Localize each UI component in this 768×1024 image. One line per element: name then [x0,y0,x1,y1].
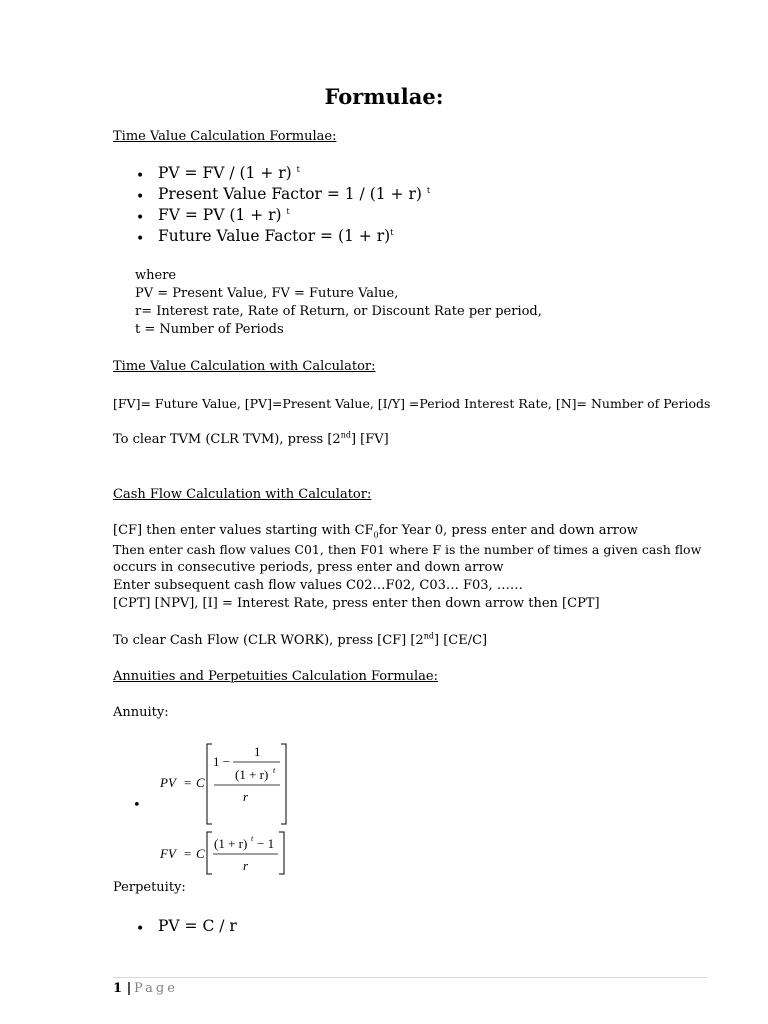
fv-formula: FV = PV (1 + r) $^t$ [158,206,290,224]
bullet-marker: • [136,189,145,205]
clear-tvm-text: To clear TVM (CLR TVM), press [2nd] [FV] [113,430,389,447]
section-heading-annuities: Annuities and Perpetuities Calculation Formulae: [113,669,438,684]
annuity-pv-equation [150,738,300,828]
where-definition: r= Interest rate, Rate of Return, or Discount Rate per period, [135,304,542,319]
cf-instruction: [CF] then enter values starting with $CF_0for$ Year 0, press enter and down arrow [113,523,638,540]
c-coefficient: C [196,775,205,790]
footer-divider [113,977,707,978]
equals-sign: = [184,846,192,861]
cf-instruction: occurs in consecutive periods, press enter and down arrow [113,560,504,575]
pv-lhs: PV [160,775,176,790]
fv-lhs: FV [160,846,176,861]
fv-numerator: (1 + r) [214,836,248,851]
tvm-keys-text: [FV]= Future Value, [PV]=Present Value, [I/Y] =Period Interest Rate, [N]= Number of Periods [113,396,711,411]
left-bracket [207,744,212,824]
fv-minus-one: − 1 [257,836,275,851]
section-heading-cf-calculator: Cash Flow Calculation with Calculator: [113,487,372,502]
annuity-fv-equation [150,828,300,878]
numerator-one: 1 [254,744,261,759]
exponent-t: t [251,834,254,843]
exponent-t: t [273,766,276,775]
right-bracket [281,744,286,824]
perpetuity-label: Perpetuity: [113,880,186,895]
where-definition: t = Number of Periods [135,322,284,337]
page-label: Page [134,981,178,996]
one-minus: 1 − [213,754,231,769]
where-label: where [135,268,177,283]
c-coefficient: C [196,846,205,861]
fv-factor-formula: Future Value Factor = $(1 + r)^t$ [158,227,394,245]
where-definition: PV = Present Value, FV = Future Value, [135,286,399,301]
inner-denominator: (1 + r) [235,767,269,782]
perpetuity-formula: PV = C / r [158,917,237,935]
cf-instruction: Enter subsequent cash flow values C02…F02, C03… F03, …… [113,578,523,593]
annuity-label: Annuity: [113,705,169,720]
cf-instruction: [CPT] [NPV], [I] = Interest Rate, press enter then down arrow then [CPT] [113,596,600,611]
section-heading-time-value-formulae: Time Value Calculation Formulae: [113,129,337,144]
clear-cf-text: To clear Cash Flow (CLR WORK), press [CF] [2nd] [CE/C] [113,631,488,648]
bullet-marker: • [136,921,145,937]
denominator-r: r [243,789,249,804]
bullet-marker: • [136,168,145,184]
section-heading-tv-calculator: Time Value Calculation with Calculator: [113,359,376,374]
page-number: 1 | [113,981,132,996]
bullet-marker: • [133,798,141,813]
denominator-r: r [243,858,249,873]
right-bracket [279,832,284,874]
page-title: Formulae: [324,84,444,109]
bullet-marker: • [136,231,145,247]
pv-formula: PV = FV / (1 + r) $^t$ [158,164,300,182]
equals-sign: = [184,775,192,790]
bullet-marker: • [136,210,145,226]
pv-factor-formula: Present Value Factor = 1 / (1 + r) $^t$ [158,185,431,203]
cf-instruction: Then enter cash flow values C01, then F01 where F is the number of times a given cash flow [113,542,702,557]
left-bracket [207,832,212,874]
